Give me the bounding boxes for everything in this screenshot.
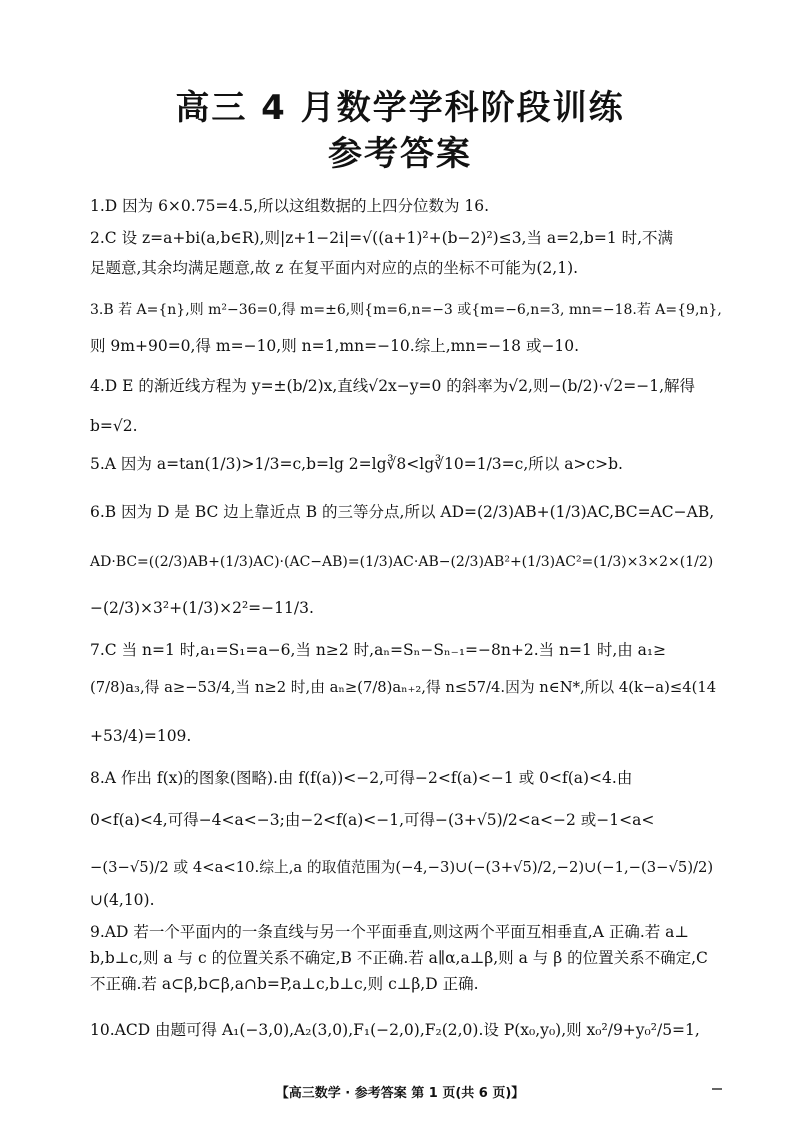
answer-line: b=√2. (90, 417, 138, 435)
answer-line: +53/4)=109. (90, 727, 192, 745)
answer-line: 7.C 当 n=1 时,a₁=S₁=a−6,当 n≥2 时,aₙ=Sₙ−Sₙ₋₁=−8n+2.当 n=1 时,由 a₁≥ (90, 641, 667, 659)
answer-line: 3.B 若 A={n},则 m²−36=0,得 m=±6,则{m=6,n=−3 或{m=−6,n=3, mn=−18.若 A={9,n}, (90, 302, 722, 318)
answer-line: 不正确.若 a⊂β,b⊂β,a∩b=P,a⊥c,b⊥c,则 c⊥β,D 正确. (90, 975, 479, 993)
answer-line: 4.D E 的渐近线方程为 y=±(b/2)x,直线√2x−y=0 的斜率为√2,则−(b/2)·√2=−1,解得 (90, 377, 695, 395)
answer-line: 则 9m+90=0,得 m=−10,则 n=1,mn=−10.综上,mn=−18 或−10. (90, 337, 580, 355)
answer-line: 足题意,其余均满足题意,故 z 在复平面内对应的点的坐标不可能为(2,1). (90, 259, 579, 277)
page-footer: 【高三数学 · 参考答案 第 1 页(共 6 页)】 (275, 1086, 525, 1101)
answer-line: 6.B 因为 D 是 BC 边上靠近点 B 的三等分点,所以 AD=(2/3)AB+(1/3)AC,BC=AC−AB, (90, 503, 715, 521)
page-title: 高三 4 月数学学科阶段训练 (175, 88, 625, 128)
answer-line: (7/8)a₃,得 a≥−53/4,当 n≥2 时,由 aₙ≥(7/8)aₙ₊₂,得 n≤57/4.因为 n∈N*,所以 4(k−a)≤4(14 (90, 679, 717, 696)
answer-line: −(2/3)×3²+(1/3)×2²=−11/3. (90, 599, 314, 617)
answer-line: AD·BC=((2/3)AB+(1/3)AC)·(AC−AB)=(1/3)AC·AB−(2/3)AB²+(1/3)AC²=(1/3)×3×2×(1/2) (90, 554, 714, 570)
page-subtitle: 参考答案 (328, 134, 472, 174)
corner-mark (712, 1088, 722, 1090)
answer-line: 10.ACD 由题可得 A₁(−3,0),A₂(3,0),F₁(−2,0),F₂(2,0).设 P(x₀,y₀),则 x₀²/9+y₀²/5=1, (90, 1021, 700, 1039)
answer-line: −(3−√5)/2 或 4<a<10.综上,a 的取值范围为(−4,−3)∪(−(3+√5)/2,−2)∪(−1,−(3−√5)/2) (90, 859, 714, 876)
answer-line: 2.C 设 z=a+bi(a,b∈R),则|z+1−2i|=√((a+1)²+(b−2)²)≤3,当 a=2,b=1 时,不满 (90, 229, 674, 247)
answer-line: ∪(4,10). (90, 891, 155, 909)
answer-line: 0<f(a)<4,可得−4<a<−3;由−2<f(a)<−1,可得−(3+√5)/2<a<−2 或−1<a< (90, 811, 655, 829)
answer-line: 1.D 因为 6×0.75=4.5,所以这组数据的上四分位数为 16. (90, 197, 490, 215)
answer-line: 8.A 作出 f(x)的图象(图略).由 f(f(a))<−2,可得−2<f(a)<−1 或 0<f(a)<4.由 (90, 769, 633, 787)
answer-line: 5.A 因为 a=tan(1/3)>1/3=c,b=lg 2=lg∛8<lg∛10=1/3=c,所以 a>c>b. (90, 455, 623, 473)
answer-line: b,b⊥c,则 a 与 c 的位置关系不确定,B 不正确.若 a∥α,a⊥β,则 a 与 β 的位置关系不确定,C (90, 949, 708, 967)
answer-line: 9.AD 若一个平面内的一条直线与另一个平面垂直,则这两个平面互相垂直,A 正确.若 a⊥ (90, 923, 689, 941)
